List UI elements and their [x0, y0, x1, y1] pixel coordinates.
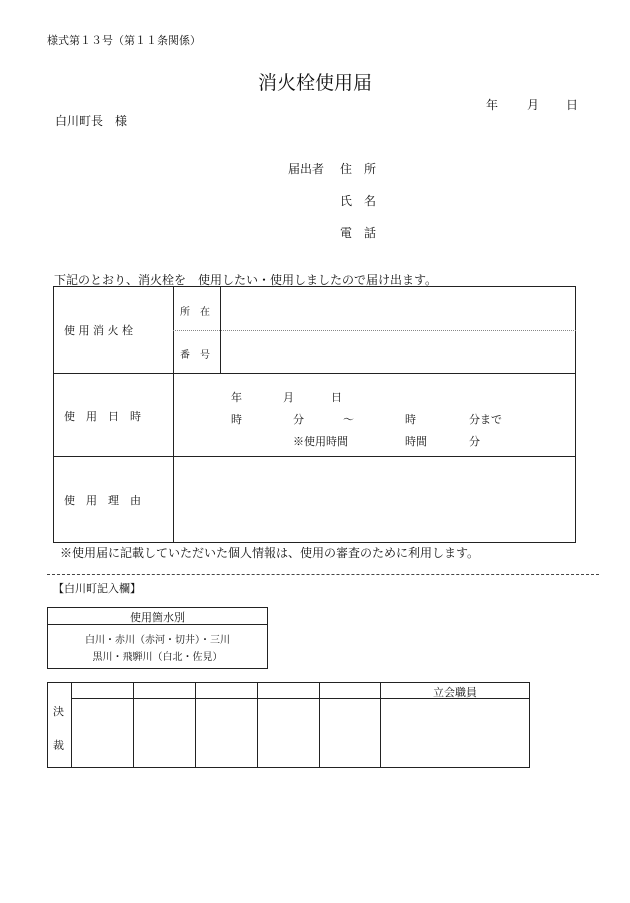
- dt-hours: 時間: [405, 435, 427, 448]
- location-label: 所 在: [180, 307, 210, 318]
- address-label: 住 所: [340, 162, 377, 176]
- form-number: 様式第１３号（第１１条関係）: [47, 34, 201, 47]
- dt-hour-start: 時: [231, 413, 242, 426]
- approval-label-1: 決: [53, 705, 64, 718]
- hydrant-label: 使 用 消 火 栓: [64, 324, 133, 337]
- water-system-line2: 黒川・飛騨川（白北・佐見）: [92, 652, 223, 663]
- dt-minute-start: 分: [293, 413, 304, 426]
- dt-day: 日: [331, 391, 342, 404]
- dt-year: 年: [231, 391, 242, 404]
- number-label: 番 号: [180, 350, 210, 361]
- office-section-label: 【白川町記入欄】: [53, 582, 141, 595]
- witness-header: 立会職員: [433, 686, 477, 699]
- dt-minutes: 分: [469, 435, 480, 448]
- phone-label: 電 話: [340, 226, 377, 240]
- dt-month: 月: [283, 391, 294, 404]
- date-year: 年: [486, 98, 499, 112]
- reason-label: 使 用 理 由: [64, 494, 141, 507]
- dt-hour-end: 時: [405, 413, 416, 426]
- date-day: 日: [566, 98, 579, 112]
- water-system-line1: 白川・赤川（赤河・切井）・三川: [85, 635, 230, 646]
- dt-minute-end: 分まで: [469, 413, 502, 426]
- privacy-note: ※使用届に記載していただいた個人情報は、使用の審査のために利用します。: [60, 546, 480, 560]
- page-title: 消火栓使用届: [257, 72, 372, 94]
- water-system-header: 使用箇水別: [130, 611, 185, 624]
- dt-tilde: ～: [343, 413, 354, 426]
- applicant-label: 届出者: [288, 162, 325, 176]
- datetime-label: 使 用 日 時: [64, 410, 141, 423]
- approval-label-2: 裁: [53, 739, 64, 752]
- intro-text: 下記のとおり、消火栓を 使用したい・使用しましたので届け出ます。: [54, 273, 438, 287]
- dt-usage-time: ※使用時間: [293, 435, 348, 448]
- name-label: 氏 名: [340, 194, 377, 208]
- addressee: 白川町長 様: [55, 114, 128, 128]
- separator: [47, 574, 599, 575]
- date-month: 月: [527, 98, 540, 112]
